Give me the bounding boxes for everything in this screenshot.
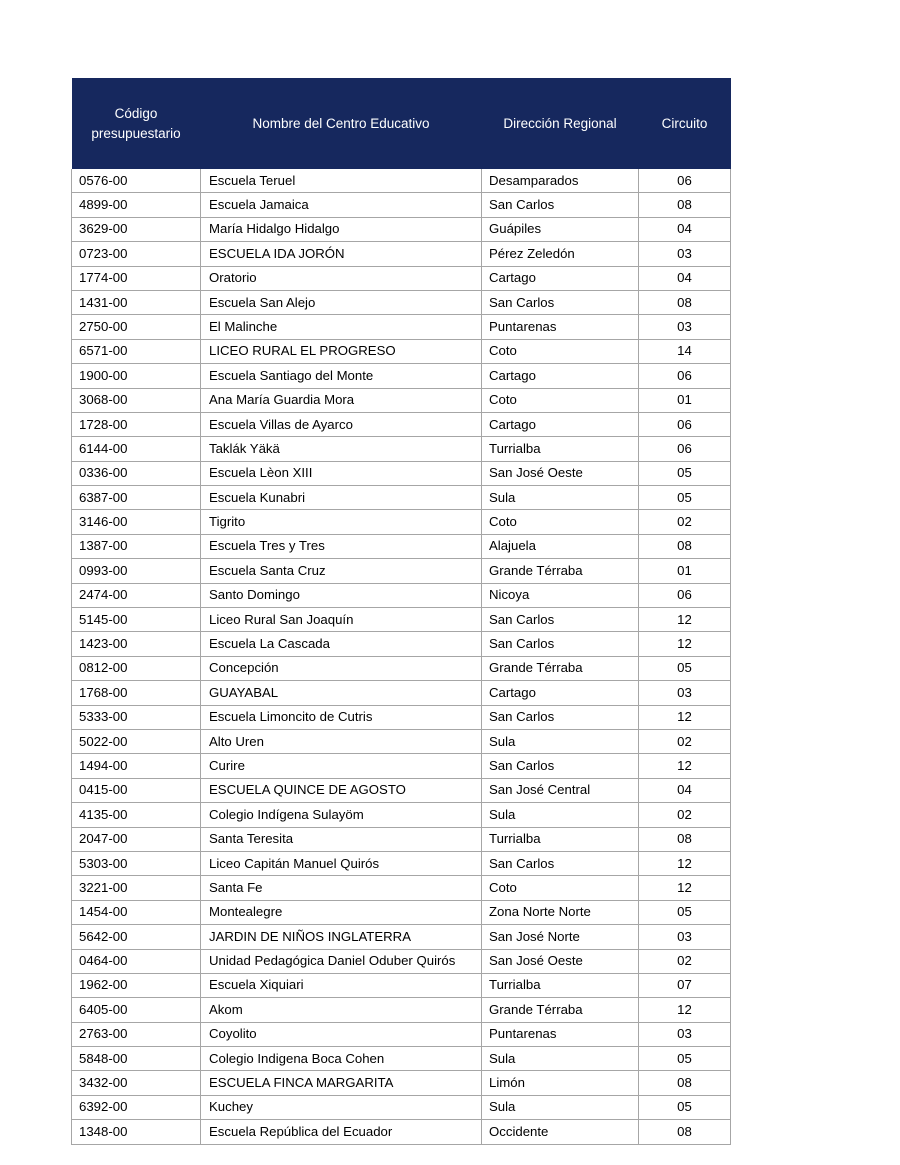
cell-circuito: 01 <box>639 559 731 583</box>
table-row <box>72 534 731 558</box>
cell-direccion-regional: San José Central <box>482 778 639 802</box>
cell-codigo-presupuestario: 5333-00 <box>72 705 201 729</box>
cell-circuito: 05 <box>639 900 731 924</box>
cell-circuito: 08 <box>639 193 731 217</box>
cell-codigo-presupuestario: 5022-00 <box>72 729 201 753</box>
column-header-codigo-presupuestario <box>72 78 201 169</box>
table-row <box>72 437 731 461</box>
cell-circuito: 05 <box>639 656 731 680</box>
cell-direccion-regional: Coto <box>482 510 639 534</box>
cell-direccion-regional: Limón <box>482 1071 639 1095</box>
educational-centers-table-container <box>71 78 730 1145</box>
table-row <box>72 1071 731 1095</box>
table-row <box>72 705 731 729</box>
table-row <box>72 876 731 900</box>
table-row <box>72 412 731 436</box>
cell-codigo-presupuestario: 5848-00 <box>72 1047 201 1071</box>
cell-circuito: 06 <box>639 364 731 388</box>
cell-circuito: 12 <box>639 608 731 632</box>
cell-direccion-regional: Cartago <box>482 412 639 436</box>
cell-direccion-regional: Sula <box>482 486 639 510</box>
cell-nombre-centro-educativo: Escuela Limoncito de Cutris <box>201 705 482 729</box>
cell-nombre-centro-educativo: Escuela Santa Cruz <box>201 559 482 583</box>
cell-direccion-regional: Puntarenas <box>482 1022 639 1046</box>
cell-nombre-centro-educativo: Escuela Villas de Ayarco <box>201 412 482 436</box>
cell-codigo-presupuestario: 1768-00 <box>72 681 201 705</box>
cell-direccion-regional: Pérez Zeledón <box>482 242 639 266</box>
cell-circuito: 03 <box>639 242 731 266</box>
table-row <box>72 1120 731 1144</box>
cell-nombre-centro-educativo: Escuela Jamaica <box>201 193 482 217</box>
cell-direccion-regional: San José Oeste <box>482 461 639 485</box>
table-row <box>72 632 731 656</box>
table-row <box>72 486 731 510</box>
table-row <box>72 461 731 485</box>
cell-nombre-centro-educativo: Escuela Teruel <box>201 169 482 193</box>
cell-nombre-centro-educativo: ESCUELA FINCA MARGARITA <box>201 1071 482 1095</box>
cell-codigo-presupuestario: 0993-00 <box>72 559 201 583</box>
cell-codigo-presupuestario: 1348-00 <box>72 1120 201 1144</box>
cell-direccion-regional: Puntarenas <box>482 315 639 339</box>
cell-codigo-presupuestario: 3629-00 <box>72 217 201 241</box>
cell-circuito: 12 <box>639 851 731 875</box>
cell-nombre-centro-educativo: El Malinche <box>201 315 482 339</box>
cell-codigo-presupuestario: 1387-00 <box>72 534 201 558</box>
cell-circuito: 03 <box>639 681 731 705</box>
column-header-nombre-centro-educativo: Nombre del Centro Educativo <box>201 78 482 169</box>
cell-direccion-regional: San Carlos <box>482 608 639 632</box>
educational-centers-table <box>71 78 731 1145</box>
cell-circuito: 05 <box>639 1047 731 1071</box>
cell-circuito: 02 <box>639 729 731 753</box>
cell-nombre-centro-educativo: Santa Fe <box>201 876 482 900</box>
cell-direccion-regional: Sula <box>482 729 639 753</box>
table-row <box>72 559 731 583</box>
cell-codigo-presupuestario: 2763-00 <box>72 1022 201 1046</box>
table-row <box>72 242 731 266</box>
table-row <box>72 169 731 193</box>
cell-nombre-centro-educativo: Taklák Yäkä <box>201 437 482 461</box>
cell-codigo-presupuestario: 2474-00 <box>72 583 201 607</box>
cell-nombre-centro-educativo: Montealegre <box>201 900 482 924</box>
cell-circuito: 05 <box>639 486 731 510</box>
cell-circuito: 06 <box>639 583 731 607</box>
cell-direccion-regional: Guápiles <box>482 217 639 241</box>
cell-codigo-presupuestario: 3146-00 <box>72 510 201 534</box>
cell-nombre-centro-educativo: Ana María Guardia Mora <box>201 388 482 412</box>
cell-nombre-centro-educativo: Colegio Indigena Boca Cohen <box>201 1047 482 1071</box>
table-row <box>72 266 731 290</box>
cell-codigo-presupuestario: 6405-00 <box>72 998 201 1022</box>
cell-circuito: 06 <box>639 437 731 461</box>
cell-codigo-presupuestario: 5303-00 <box>72 851 201 875</box>
table-row <box>72 1095 731 1119</box>
cell-circuito: 04 <box>639 266 731 290</box>
table-row <box>72 949 731 973</box>
column-header-circuito: Circuito <box>639 78 731 169</box>
table-row <box>72 339 731 363</box>
cell-codigo-presupuestario: 0336-00 <box>72 461 201 485</box>
table-row <box>72 193 731 217</box>
cell-circuito: 06 <box>639 169 731 193</box>
cell-nombre-centro-educativo: Concepción <box>201 656 482 680</box>
cell-direccion-regional: San Carlos <box>482 290 639 314</box>
cell-direccion-regional: Grande Térraba <box>482 559 639 583</box>
cell-nombre-centro-educativo: Escuela Lèon XIII <box>201 461 482 485</box>
column-header-direccion-regional: Dirección Regional <box>482 78 639 169</box>
table-row <box>72 681 731 705</box>
cell-nombre-centro-educativo: Santa Teresita <box>201 827 482 851</box>
cell-direccion-regional: San José Norte <box>482 925 639 949</box>
cell-circuito: 08 <box>639 534 731 558</box>
cell-direccion-regional: Cartago <box>482 681 639 705</box>
cell-nombre-centro-educativo: Tigrito <box>201 510 482 534</box>
cell-codigo-presupuestario: 1774-00 <box>72 266 201 290</box>
cell-codigo-presupuestario: 6392-00 <box>72 1095 201 1119</box>
cell-nombre-centro-educativo: Akom <box>201 998 482 1022</box>
cell-circuito: 08 <box>639 827 731 851</box>
cell-circuito: 14 <box>639 339 731 363</box>
cell-circuito: 02 <box>639 803 731 827</box>
cell-nombre-centro-educativo: GUAYABAL <box>201 681 482 705</box>
cell-nombre-centro-educativo: Escuela La Cascada <box>201 632 482 656</box>
cell-codigo-presupuestario: 4135-00 <box>72 803 201 827</box>
table-row <box>72 803 731 827</box>
cell-circuito: 02 <box>639 510 731 534</box>
cell-codigo-presupuestario: 2047-00 <box>72 827 201 851</box>
column-header-codigo-line1: Código <box>114 105 158 121</box>
cell-circuito: 02 <box>639 949 731 973</box>
cell-direccion-regional: San Carlos <box>482 193 639 217</box>
table-row <box>72 778 731 802</box>
cell-circuito: 08 <box>639 290 731 314</box>
cell-direccion-regional: Turrialba <box>482 973 639 997</box>
table-row <box>72 973 731 997</box>
cell-codigo-presupuestario: 6571-00 <box>72 339 201 363</box>
cell-direccion-regional: San José Oeste <box>482 949 639 973</box>
cell-codigo-presupuestario: 0576-00 <box>72 169 201 193</box>
cell-circuito: 12 <box>639 754 731 778</box>
cell-codigo-presupuestario: 3432-00 <box>72 1071 201 1095</box>
cell-direccion-regional: Coto <box>482 388 639 412</box>
cell-direccion-regional: Sula <box>482 1047 639 1071</box>
cell-direccion-regional: Cartago <box>482 364 639 388</box>
cell-nombre-centro-educativo: Escuela Santiago del Monte <box>201 364 482 388</box>
cell-direccion-regional: San Carlos <box>482 632 639 656</box>
cell-circuito: 04 <box>639 778 731 802</box>
cell-direccion-regional: San Carlos <box>482 851 639 875</box>
cell-circuito: 06 <box>639 412 731 436</box>
cell-direccion-regional: Occidente <box>482 1120 639 1144</box>
cell-codigo-presupuestario: 0464-00 <box>72 949 201 973</box>
table-row <box>72 217 731 241</box>
cell-codigo-presupuestario: 5145-00 <box>72 608 201 632</box>
cell-nombre-centro-educativo: Liceo Capitán Manuel Quirós <box>201 851 482 875</box>
cell-direccion-regional: Zona Norte Norte <box>482 900 639 924</box>
cell-circuito: 01 <box>639 388 731 412</box>
cell-circuito: 08 <box>639 1120 731 1144</box>
cell-circuito: 04 <box>639 217 731 241</box>
cell-nombre-centro-educativo: Escuela Xiquiari <box>201 973 482 997</box>
cell-nombre-centro-educativo: María Hidalgo Hidalgo <box>201 217 482 241</box>
cell-direccion-regional: San Carlos <box>482 705 639 729</box>
cell-circuito: 03 <box>639 315 731 339</box>
cell-codigo-presupuestario: 1423-00 <box>72 632 201 656</box>
cell-nombre-centro-educativo: Kuchey <box>201 1095 482 1119</box>
table-header <box>72 78 731 169</box>
cell-nombre-centro-educativo: JARDIN DE NIÑOS INGLATERRA <box>201 925 482 949</box>
cell-direccion-regional: Grande Térraba <box>482 998 639 1022</box>
table-row <box>72 729 731 753</box>
cell-nombre-centro-educativo: Escuela Kunabri <box>201 486 482 510</box>
cell-nombre-centro-educativo: Alto Uren <box>201 729 482 753</box>
table-row <box>72 1022 731 1046</box>
cell-codigo-presupuestario: 0812-00 <box>72 656 201 680</box>
cell-nombre-centro-educativo: Colegio Indígena Sulayöm <box>201 803 482 827</box>
cell-codigo-presupuestario: 5642-00 <box>72 925 201 949</box>
cell-nombre-centro-educativo: Escuela República del Ecuador <box>201 1120 482 1144</box>
table-row <box>72 656 731 680</box>
table-row <box>72 388 731 412</box>
cell-codigo-presupuestario: 1454-00 <box>72 900 201 924</box>
cell-codigo-presupuestario: 3068-00 <box>72 388 201 412</box>
column-header-codigo-line2: presupuestario <box>91 125 181 141</box>
cell-nombre-centro-educativo: Santo Domingo <box>201 583 482 607</box>
cell-circuito: 08 <box>639 1071 731 1095</box>
cell-codigo-presupuestario: 1728-00 <box>72 412 201 436</box>
table-row <box>72 900 731 924</box>
table-row <box>72 851 731 875</box>
cell-direccion-regional: San Carlos <box>482 754 639 778</box>
table-row <box>72 608 731 632</box>
cell-direccion-regional: Turrialba <box>482 827 639 851</box>
table-row <box>72 364 731 388</box>
cell-nombre-centro-educativo: Escuela Tres y Tres <box>201 534 482 558</box>
table-row <box>72 998 731 1022</box>
table-row <box>72 925 731 949</box>
cell-direccion-regional: Nicoya <box>482 583 639 607</box>
cell-nombre-centro-educativo: Curire <box>201 754 482 778</box>
table-row <box>72 315 731 339</box>
cell-nombre-centro-educativo: ESCUELA QUINCE DE AGOSTO <box>201 778 482 802</box>
table-row <box>72 510 731 534</box>
cell-direccion-regional: Sula <box>482 1095 639 1119</box>
cell-codigo-presupuestario: 1962-00 <box>72 973 201 997</box>
table-row <box>72 754 731 778</box>
cell-codigo-presupuestario: 6387-00 <box>72 486 201 510</box>
cell-direccion-regional: Coto <box>482 876 639 900</box>
cell-nombre-centro-educativo: LICEO RURAL EL PROGRESO <box>201 339 482 363</box>
cell-direccion-regional: Desamparados <box>482 169 639 193</box>
cell-codigo-presupuestario: 0723-00 <box>72 242 201 266</box>
cell-direccion-regional: Sula <box>482 803 639 827</box>
cell-codigo-presupuestario: 6144-00 <box>72 437 201 461</box>
cell-nombre-centro-educativo: Coyolito <box>201 1022 482 1046</box>
table-row <box>72 583 731 607</box>
cell-circuito: 03 <box>639 1022 731 1046</box>
cell-codigo-presupuestario: 3221-00 <box>72 876 201 900</box>
cell-nombre-centro-educativo: ESCUELA IDA JORÓN <box>201 242 482 266</box>
cell-direccion-regional: Alajuela <box>482 534 639 558</box>
cell-direccion-regional: Cartago <box>482 266 639 290</box>
cell-circuito: 12 <box>639 632 731 656</box>
table-body <box>72 169 731 1144</box>
cell-codigo-presupuestario: 2750-00 <box>72 315 201 339</box>
cell-codigo-presupuestario: 0415-00 <box>72 778 201 802</box>
cell-direccion-regional: Grande Térraba <box>482 656 639 680</box>
cell-direccion-regional: Turrialba <box>482 437 639 461</box>
cell-codigo-presupuestario: 4899-00 <box>72 193 201 217</box>
cell-circuito: 03 <box>639 925 731 949</box>
cell-circuito: 05 <box>639 461 731 485</box>
table-row <box>72 827 731 851</box>
cell-codigo-presupuestario: 1900-00 <box>72 364 201 388</box>
cell-nombre-centro-educativo: Liceo Rural San Joaquín <box>201 608 482 632</box>
cell-nombre-centro-educativo: Unidad Pedagógica Daniel Oduber Quirós <box>201 949 482 973</box>
cell-circuito: 07 <box>639 973 731 997</box>
cell-codigo-presupuestario: 1431-00 <box>72 290 201 314</box>
cell-nombre-centro-educativo: Oratorio <box>201 266 482 290</box>
table-header-row <box>72 78 731 169</box>
cell-codigo-presupuestario: 1494-00 <box>72 754 201 778</box>
cell-direccion-regional: Coto <box>482 339 639 363</box>
cell-circuito: 12 <box>639 876 731 900</box>
cell-nombre-centro-educativo: Escuela San Alejo <box>201 290 482 314</box>
table-row <box>72 290 731 314</box>
table-row <box>72 1047 731 1071</box>
cell-circuito: 12 <box>639 705 731 729</box>
cell-circuito: 05 <box>639 1095 731 1119</box>
cell-circuito: 12 <box>639 998 731 1022</box>
